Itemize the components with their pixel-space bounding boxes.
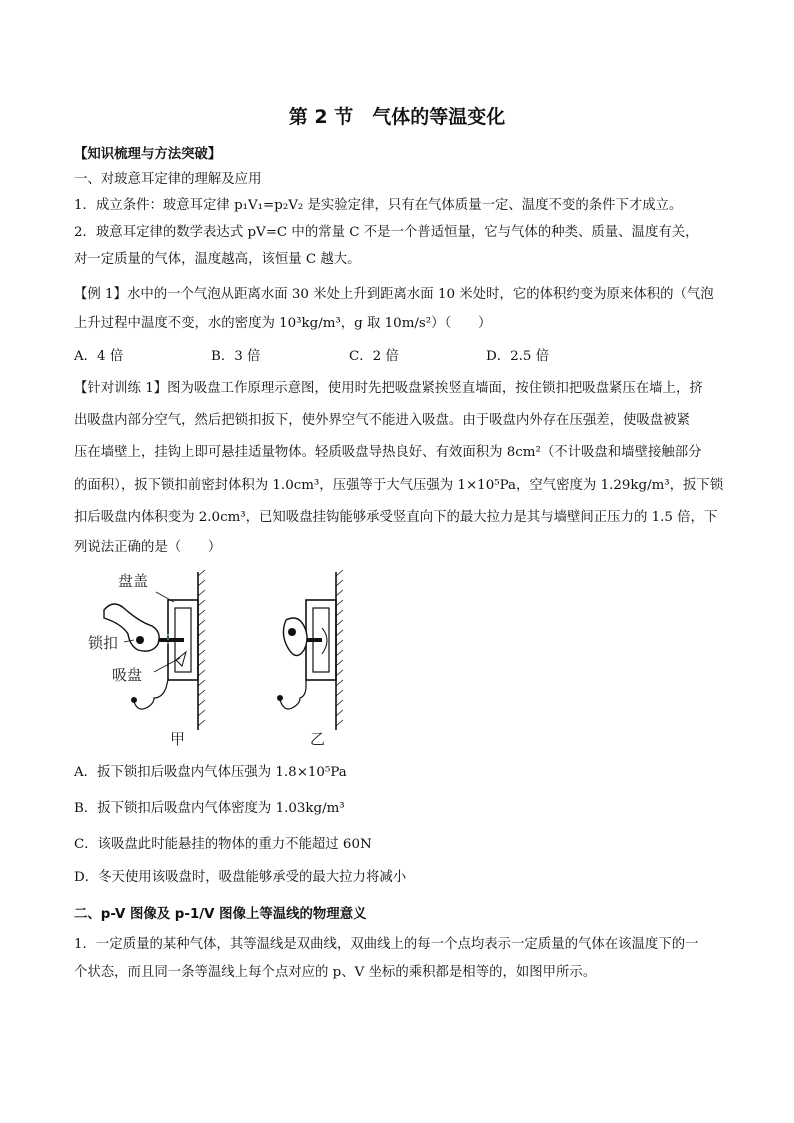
example1-line1: 【例 1】水中的一个气泡从距离水面 30 米处上升到距离水面 10 米处时，它的体积约变为原来体积的（气泡 xyxy=(74,287,714,302)
part1-item1: 1．成立条件：玻意耳定律 p₁V₁=p₂V₂ 是实验定律，只有在气体质量一定、温度不变的条件下才成立。 xyxy=(74,198,683,213)
suction-cup-figure xyxy=(74,562,374,752)
example1-option-a: A．4 倍 xyxy=(74,349,124,364)
part1-item2-line2: 对一定质量的气体，温度越高，该恒量 C 越大。 xyxy=(74,252,361,267)
label-jia: 甲 xyxy=(170,730,186,748)
training1-line4: 的面积），扳下锁扣前密封体积为 1.0cm³，压强等于大气压强为 1×10⁵Pa，空气密度为 1.29kg/m³，扳下锁 xyxy=(74,478,724,493)
part1-item2-line1: 2．玻意耳定律的数学表达式 pV=C 中的常量 C 不是一个普适恒量，它与气体的种类、质量、温度有关， xyxy=(74,225,699,240)
figure-left-jia xyxy=(104,570,205,730)
training1-line3: 压在墙壁上，挂钩上即可悬挂适量物体。轻质吸盘导热良好、有效面积为 8cm²（不计吸盘和墙壁接触部分 xyxy=(74,445,702,460)
training1-option-b: B．扳下锁扣后吸盘内气体密度为 1.03kg/m³ xyxy=(74,801,345,816)
figure-right-yi xyxy=(277,570,343,730)
label-lock: 锁扣 xyxy=(88,634,119,652)
example1-option-d: D．2.5 倍 xyxy=(486,349,550,364)
training1-line1: 【针对训练 1】图为吸盘工作原理示意图，使用时先把吸盘紧挨竖直墙面，按住锁扣把吸盘紧压在墙上，挤 xyxy=(74,381,703,396)
page-title: 第 2 节 气体的等温变化 xyxy=(288,106,506,128)
part2-line2: 个状态，而且同一条等温线上每个点对应的 p、V 坐标的乘积都是相等的，如图甲所示。 xyxy=(74,965,597,980)
training1-line5: 扣后吸盘内体积变为 2.0cm³，已知吸盘挂钩能够承受竖直向下的最大拉力是其与墙壁间正压力的 1.5 倍，下 xyxy=(74,510,718,525)
training1-line6: 列说法正确的是（ ） xyxy=(74,540,222,555)
training1-option-a: A．扳下锁扣后吸盘内气体压强为 1.8×10⁵Pa xyxy=(74,765,347,780)
label-yi: 乙 xyxy=(310,730,326,748)
section-header: 【知识梳理与方法突破】 xyxy=(74,147,222,162)
part1-heading: 一、对玻意耳定律的理解及应用 xyxy=(74,172,262,187)
label-cup: 吸盘 xyxy=(112,666,143,684)
label-lid: 盘盖 xyxy=(118,572,149,590)
example1-option-b: B．3 倍 xyxy=(211,349,261,364)
example1-line2: 上升过程中温度不变，水的密度为 10³kg/m³，g 取 10m/s²）（ ） xyxy=(74,316,492,331)
training1-option-c: C．该吸盘此时能悬挂的物体的重力不能超过 60N xyxy=(74,837,372,852)
part2-heading: 二、p-V 图像及 p-1/V 图像上等温线的物理意义 xyxy=(74,907,367,922)
part2-line1: 1．一定质量的某种气体，其等温线是双曲线，双曲线上的每一个点均表示一定质量的气体在该温度下的一 xyxy=(74,937,699,952)
training1-option-d: D．冬天使用该吸盘时，吸盘能够承受的最大拉力将减小 xyxy=(74,870,407,885)
example1-option-c: C．2 倍 xyxy=(349,349,399,364)
training1-line2: 出吸盘内部分空气，然后把锁扣扳下，使外界空气不能进入吸盘。由于吸盘内外存在压强差，使吸盘被紧 xyxy=(74,413,690,428)
